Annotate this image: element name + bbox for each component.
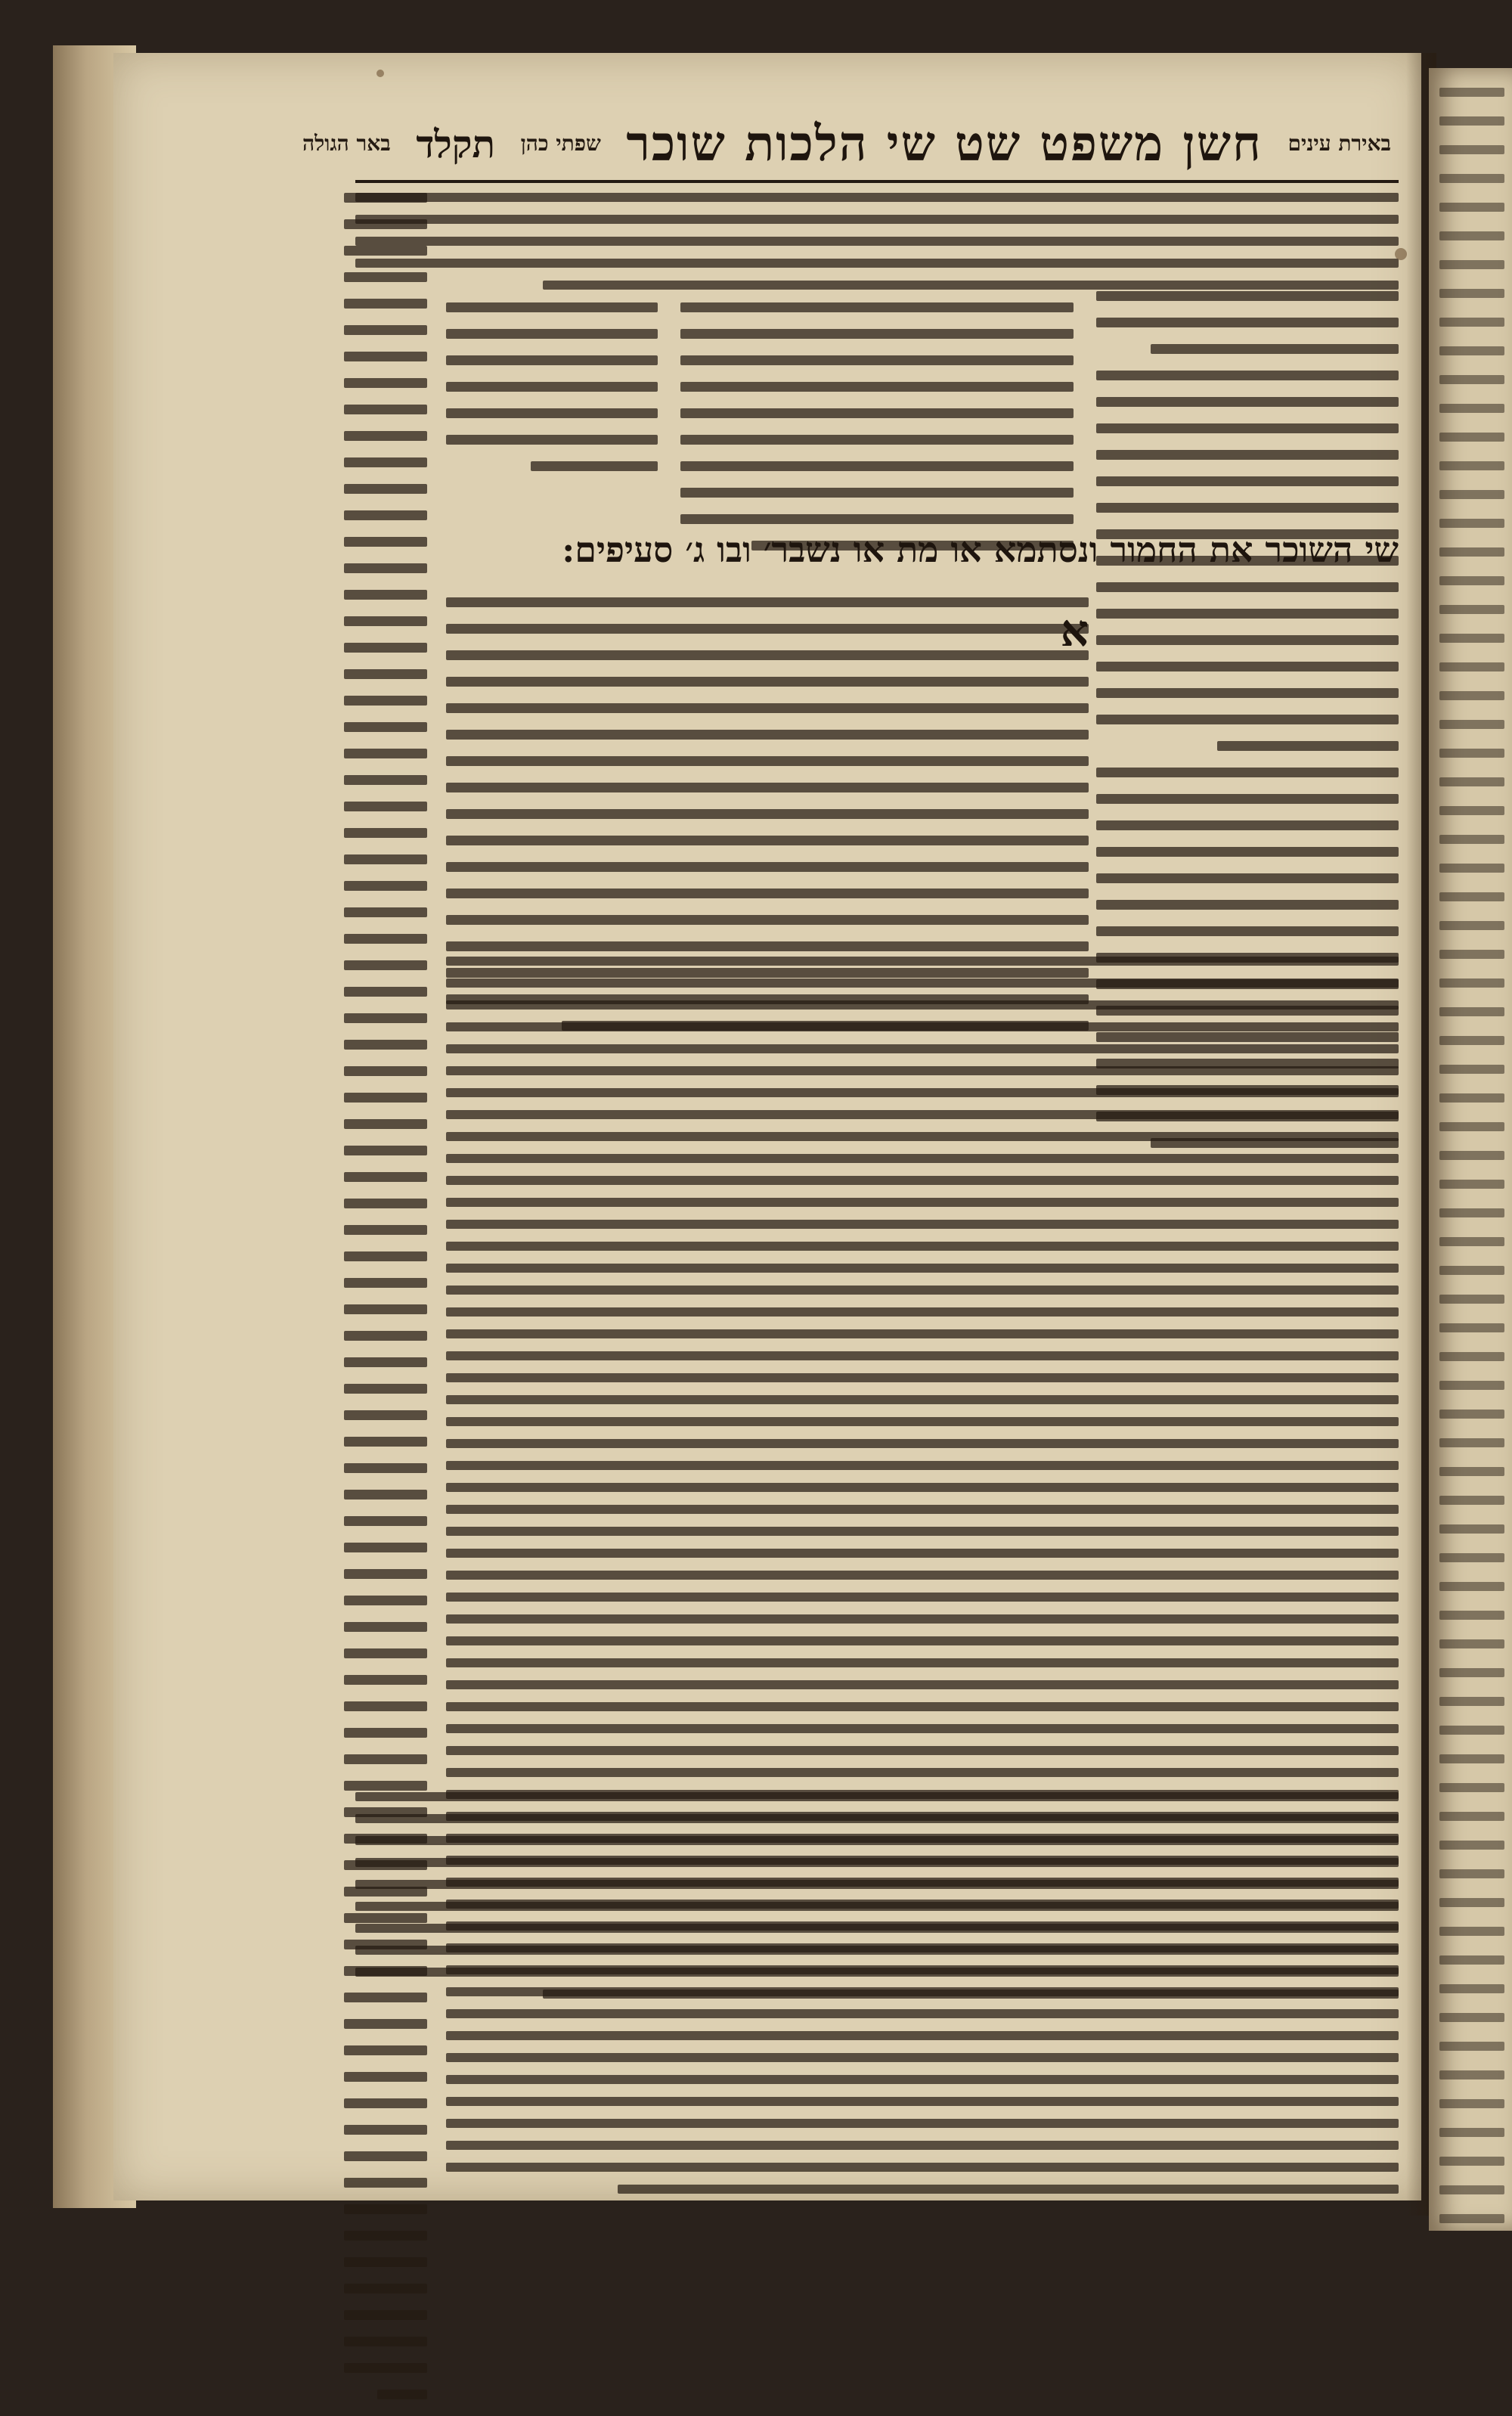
bottom-commentary-block	[355, 1792, 1399, 2011]
section-title: שי השוכר את החמור ונסתמא או מת או נשבר׳ ובו ג׳ סעיפים:	[562, 529, 1399, 570]
page-title: חשן משפט שט שי הלכות שוכר	[626, 115, 1263, 172]
be-er-hagolah-upper	[446, 302, 658, 488]
running-head	[302, 110, 1391, 178]
center-upper-text	[680, 302, 1074, 567]
header-right-label: באירת עינים	[1287, 131, 1391, 156]
header-kohen-label: שפתי כהן	[520, 131, 601, 156]
paper-spot	[1395, 248, 1407, 260]
header-rule	[355, 180, 1399, 183]
seif-letter	[1043, 605, 1089, 656]
header-left-label: באר הגולה	[302, 131, 391, 156]
seif-letter-alef: א	[1060, 605, 1089, 656]
paper-spot	[376, 70, 384, 77]
page-marker: תקלד	[416, 121, 496, 166]
facing-page-edge	[1429, 68, 1512, 2231]
outer-margin-column	[344, 193, 427, 2416]
top-commentary-block	[355, 193, 1399, 302]
lower-commentary-block	[446, 957, 1399, 2207]
